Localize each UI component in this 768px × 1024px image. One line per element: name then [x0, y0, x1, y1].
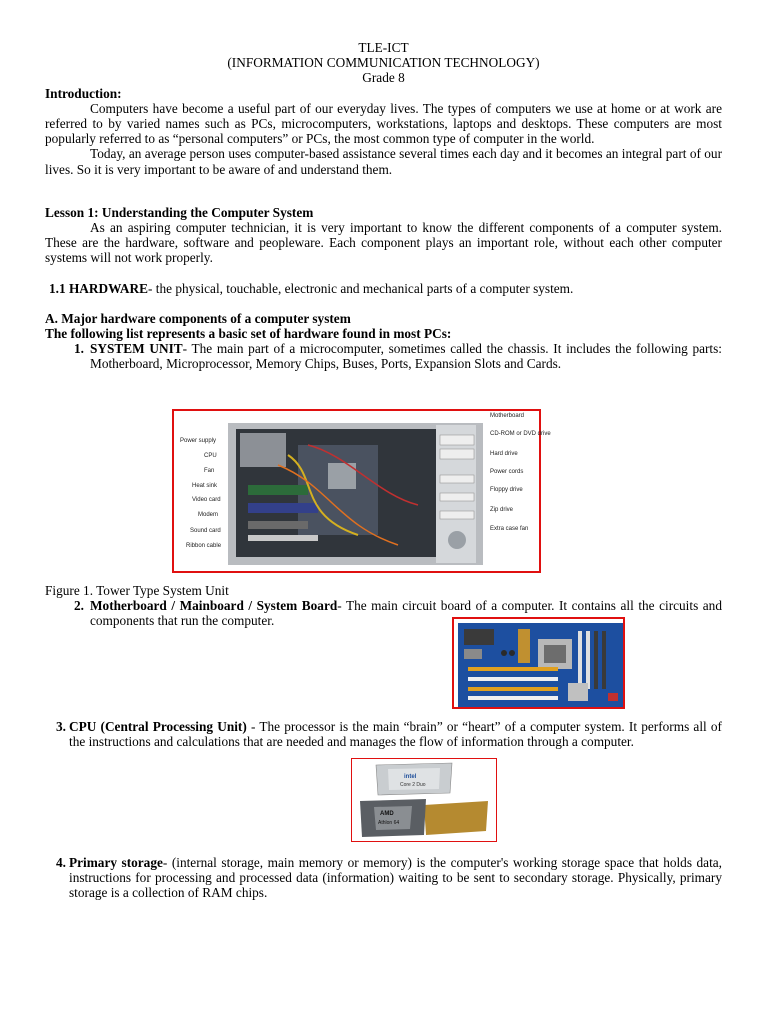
lesson-paragraph: As an aspiring computer technician, it is very important to know the different components of a computer system. These are the hardware, software and peopleware. Each component plays an important role, without each other computer systems will not work properly. — [45, 220, 722, 266]
list-item-text: - The processor is the main “brain” or “heart” of a computer system. It performs all of the instructions and calculations that are needed and manages the flow of information through a computer. — [69, 719, 722, 750]
figure-label-left: Modem — [198, 512, 219, 518]
list-item-term: Motherboard / Mainboard / System Board — [90, 598, 338, 613]
list-item-text: - (internal storage, main memory or memory) is the computer's working storage space that holds data, instructions for processing and processed data (information) waiting to be sent to secondary storage. Physically, primary storage is a collection of RAM chips. — [69, 855, 722, 901]
figure-label-right: Hard drive — [490, 451, 518, 457]
section-a-heading: A. Major hardware components of a computer system — [45, 310, 351, 326]
figure-cpu-chips — [351, 758, 497, 842]
figure-label-left: Sound card — [190, 528, 221, 534]
figure-1-caption: Figure 1. Tower Type System Unit — [45, 583, 229, 598]
cpu-chips-illustration — [354, 761, 494, 839]
figure-label-left: Video card — [192, 497, 221, 503]
list-item-number: 3. — [56, 719, 66, 734]
list-item-number: 4. — [56, 855, 66, 870]
figure-label-left: Heat sink — [192, 483, 218, 489]
document-header — [45, 40, 722, 86]
figure-label-right: Floppy drive — [490, 487, 523, 493]
figure-label-left: CPU — [204, 453, 217, 459]
list-item-number: 1. — [74, 341, 84, 357]
header-line-grade: Grade 8 — [362, 70, 405, 86]
intel-model-text: Core 2 Duo — [400, 782, 426, 788]
list-item-text: - The main part of a microcomputer, sometimes called the chassis. It includes the following parts: Motherboard, Microprocessor, Memory Chips, Buses, Ports, Expansion Slots and Cards. — [90, 341, 722, 372]
intro-heading: Introduction: — [45, 85, 122, 101]
header-line-fullname: (INFORMATION COMMUNICATION TECHNOLOGY) — [227, 55, 540, 71]
list-item-system-unit — [45, 341, 722, 371]
figure-label-right: Zip drive — [490, 507, 514, 513]
header-line-subject: TLE-ICT — [358, 40, 409, 55]
tower-case-illustration — [178, 415, 539, 571]
figure-label-right: CD-ROM or DVD drive — [490, 431, 551, 437]
motherboard-illustration — [458, 623, 623, 707]
list-item-term: CPU (Central Processing Unit) — [69, 719, 247, 734]
hardware-term: 1.1 HARDWARE — [49, 280, 148, 296]
intro-paragraph-2: Today, an average person uses computer-based assistance several times each day and it becomes an integral part of our lives. So it is very important to be aware of and understand them. — [45, 146, 722, 177]
figure-label-left: Ribbon cable — [186, 543, 222, 549]
figure-tower-system-unit — [172, 409, 551, 573]
amd-brand-text: AMD — [380, 811, 394, 817]
list-item-number: 2. — [74, 598, 84, 613]
document-page — [45, 40, 722, 372]
figure-label-right: Motherboard — [490, 413, 525, 419]
lesson-heading: Lesson 1: Understanding the Computer System — [45, 204, 314, 220]
hardware-definition — [45, 281, 722, 296]
intro-paragraph-1: Computers have become a useful part of our everyday lives. The types of computers we use at home or at work are referred to by varied names such as PCs, microcomputers, workstations, laptops and desktops. These computers are most popularly referred to as “personal computers” or PCs, the most common type of computer in the world. — [45, 100, 722, 147]
figure-label-left: Fan — [204, 468, 215, 474]
figure-label-right: Extra case fan — [490, 526, 529, 532]
figure-label-right: Power cords — [490, 469, 524, 475]
list-item-cpu — [45, 719, 722, 749]
list-item-text: - The main circuit board of a computer. It contains all the circuits and components that run the computer. — [90, 598, 722, 629]
intel-brand-text: intel — [404, 774, 417, 780]
hardware-definition-text: - the physical, touchable, electronic and mechanical parts of a computer system. — [148, 280, 574, 296]
list-item-term: SYSTEM UNIT — [90, 341, 183, 357]
figure-label-left: Power supply — [180, 438, 217, 444]
section-a-subheading: The following list represents a basic set of hardware found in most PCs: — [45, 326, 452, 342]
list-item-primary-storage — [45, 855, 722, 901]
list-item-term: Primary storage — [69, 855, 163, 870]
figure-motherboard — [452, 617, 625, 709]
amd-model-text: Athlon 64 — [378, 820, 400, 826]
